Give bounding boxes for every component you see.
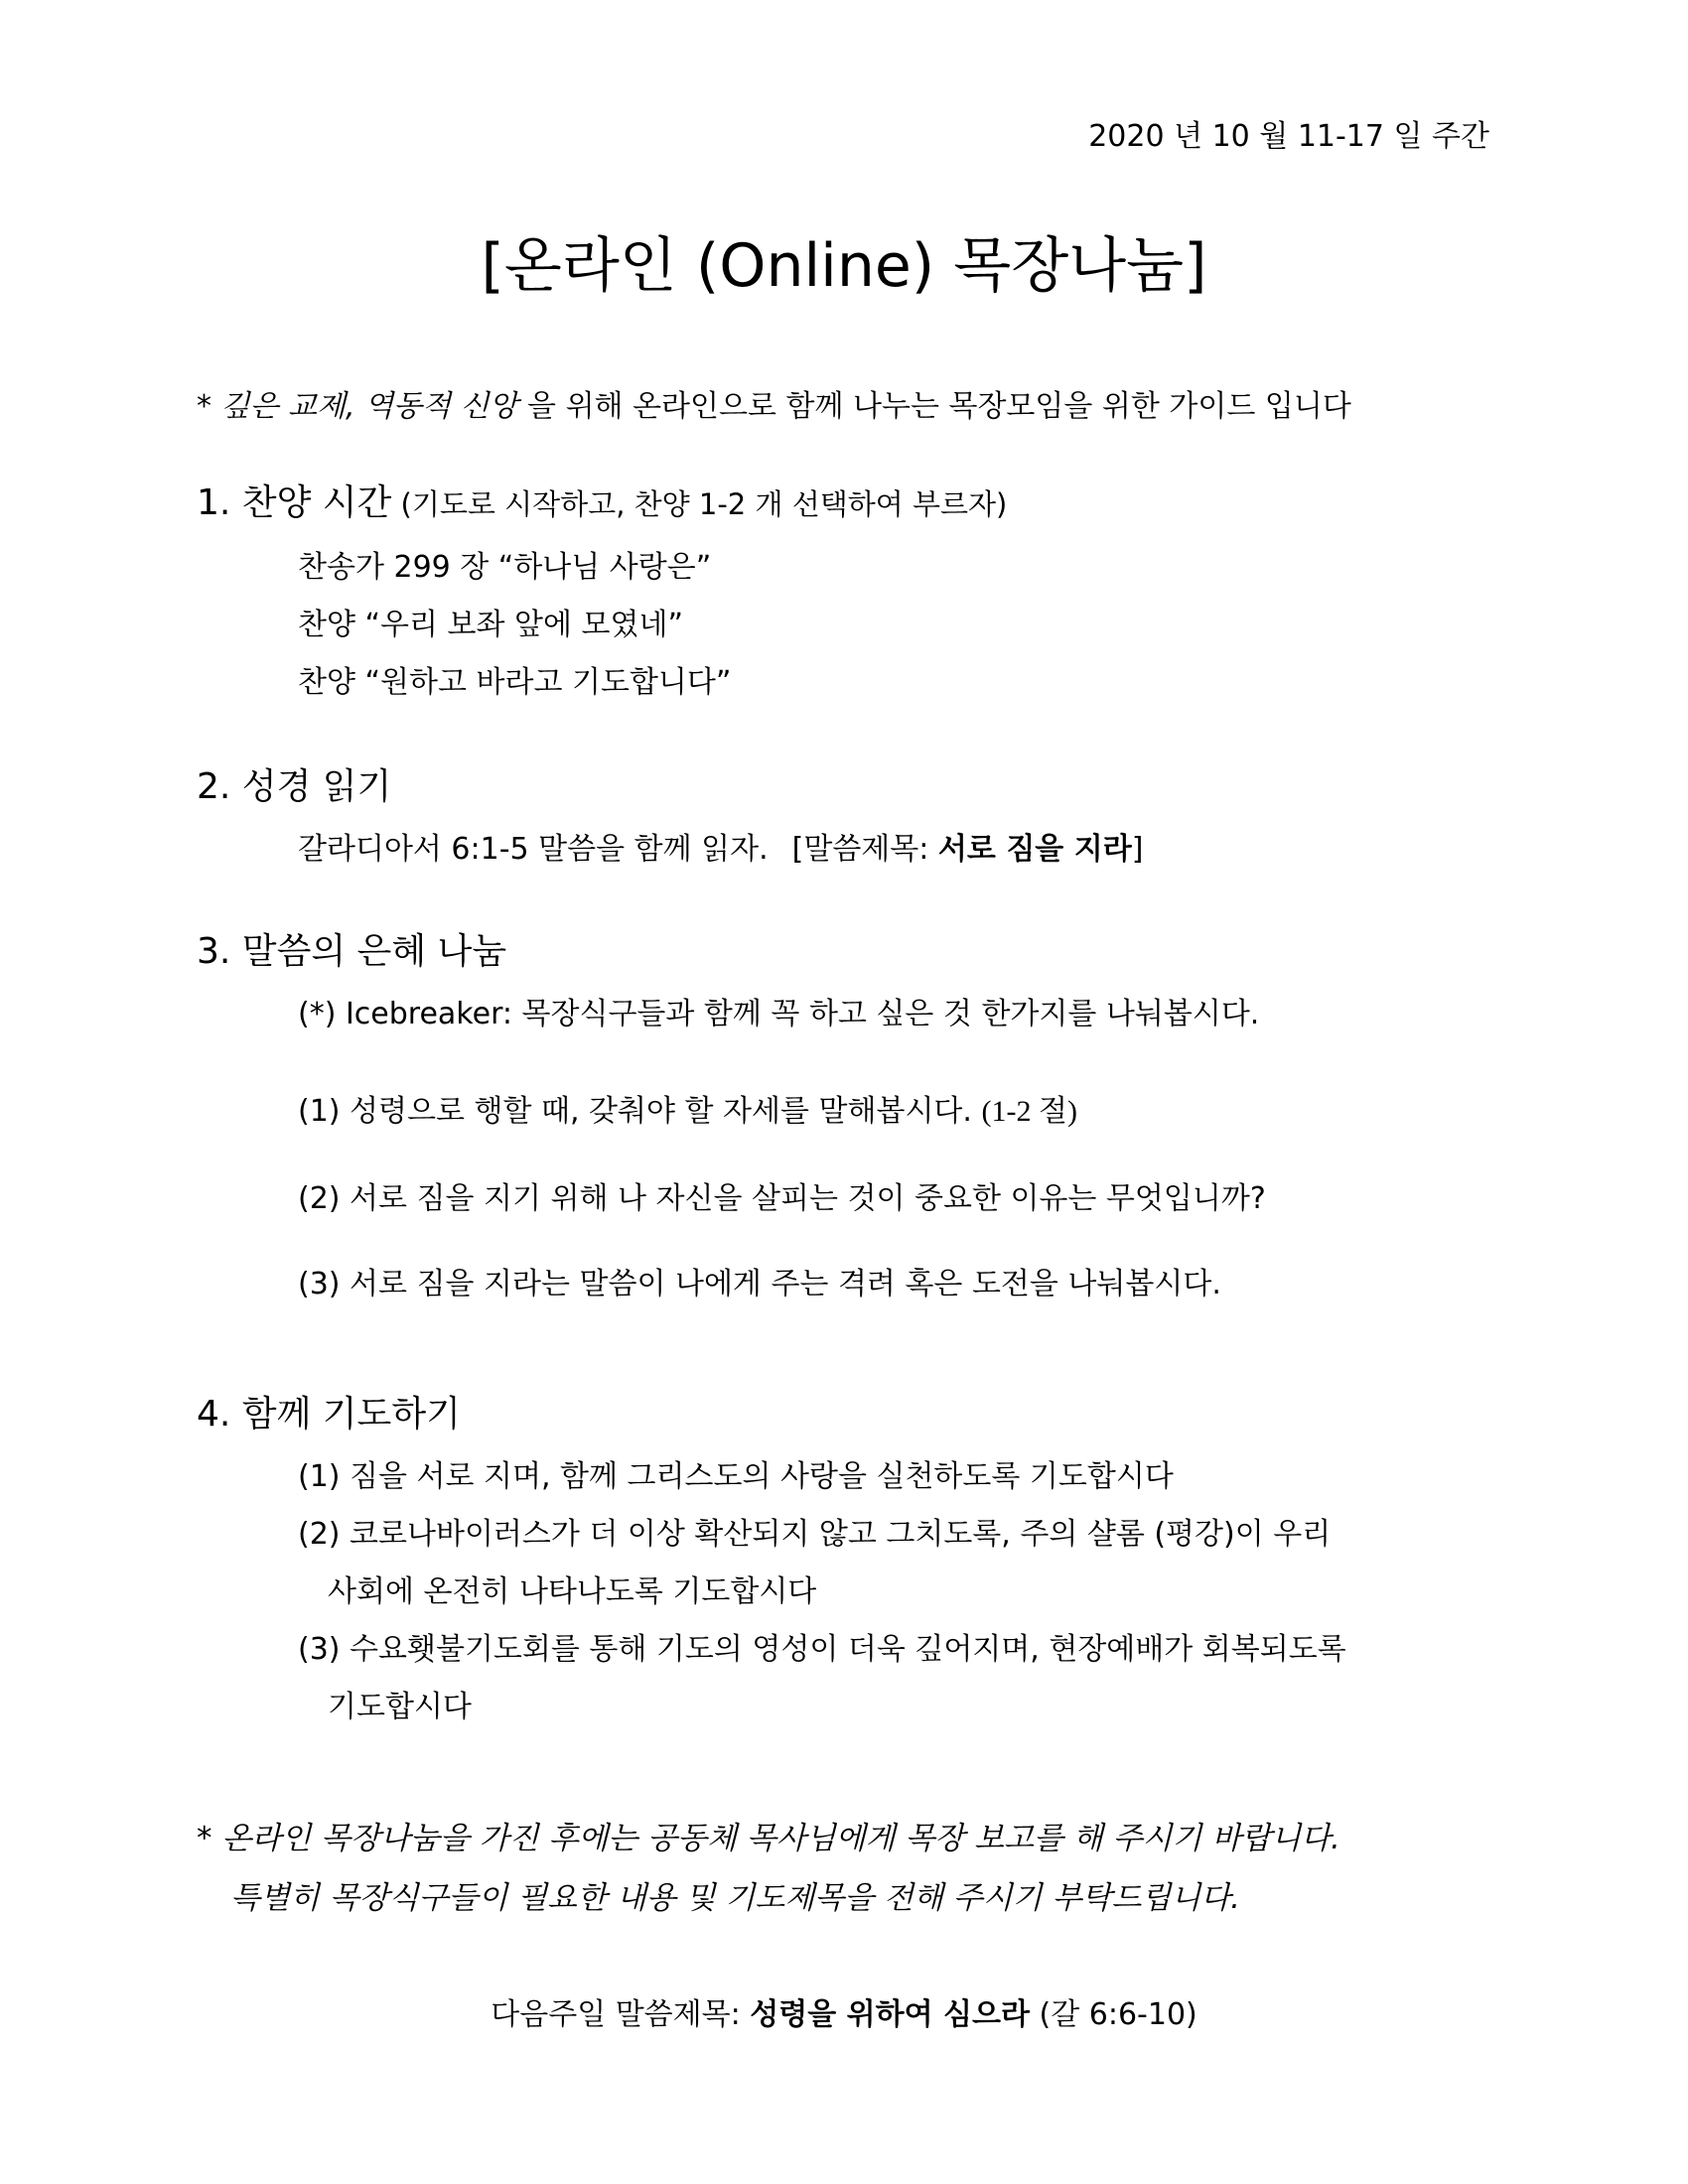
song-item: 찬양 “우리 보좌 앞에 모였네”: [298, 608, 684, 642]
reading-text: 갈라디아서 6:1-5 말씀을 함께 읽자.: [298, 832, 769, 867]
prayer-item-continuation: 기도합시다: [328, 1690, 472, 1724]
intro-text: [197, 381, 1351, 425]
page-title: [온라인 (Online) 목장나눔]: [481, 231, 1207, 301]
section-title: 1. 찬양 시간: [197, 482, 392, 523]
prayer-item: (1) 짐을 서로 지며, 함께 그리스도의 사랑을 실천하도록 기도합시다: [298, 1459, 1174, 1494]
section-heading-worship: [197, 475, 1007, 525]
week-date: 2020 년 10 월 11-17 일 주간: [1088, 119, 1489, 154]
question-reference: (1-2 절): [981, 1095, 1077, 1128]
prayer-item: (2) 코로나바이러스가 더 이상 확산되지 않고 그치도록, 주의 샬롬 (평강)이 우리: [298, 1517, 1332, 1552]
footnote-line: * 온라인 목장나눔을 가진 후에는 공동체 목사님에게 목장 보고를 해 주시기 바랍니다.: [197, 1821, 1340, 1856]
sermon-suffix: ]: [1131, 832, 1144, 867]
section-heading-sharing: 3. 말씀의 은혜 나눔: [197, 931, 507, 972]
next-week-label: 다음주일 말씀제목:: [491, 1997, 751, 2032]
prayer-item-continuation: 사회에 온전히 나타나도록 기도합시다: [328, 1574, 817, 1609]
icebreaker-question: (*) Icebreaker: 목장식구들과 함께 꼭 하고 싶은 것 한가지를 나눠봅시다.: [298, 997, 1260, 1031]
song-item: 찬양 “원하고 바라고 기도합니다”: [298, 665, 732, 700]
intro-star: *: [197, 389, 221, 424]
next-week-title: 성령을 위하여 심으라: [750, 1997, 1030, 2032]
question-item: [298, 1086, 1077, 1130]
question-text: (1) 성령으로 행할 때, 갖춰야 할 자세를 말해봅시다.: [298, 1094, 982, 1129]
intro-emphasis: 깊은 교제, 역동적 신앙: [220, 389, 518, 424]
prayer-item: (3) 수요횃불기도회를 통해 기도의 영성이 더욱 깊어지며, 현장예배가 회복되도록: [298, 1632, 1346, 1667]
question-item: (3) 서로 짐을 지라는 말씀이 나에게 주는 격려 혹은 도전을 나눠봅시다.: [298, 1267, 1221, 1301]
sermon-prefix: [말씀제목:: [791, 832, 938, 867]
next-week-sermon: [0, 1989, 1688, 2033]
footnote-line: 특별히 목장식구들이 필요한 내용 및 기도제목을 전해 주시기 부탁드립니다.: [230, 1880, 1241, 1916]
intro-rest: 을 위해 온라인으로 함께 나누는 목장모임을 위한 가이드 입니다: [517, 389, 1351, 424]
question-item: (2) 서로 짐을 지기 위해 나 자신을 살피는 것이 중요한 이유는 무엇입니까?: [298, 1181, 1266, 1216]
reading-line: [298, 824, 1143, 868]
section-note: (기도로 시작하고, 찬양 1-2 개 선택하여 부르자): [391, 487, 1008, 521]
section-heading-bible-reading: 2. 성경 읽기: [197, 766, 392, 807]
next-week-reference: (갈 6:6-10): [1030, 1997, 1197, 2032]
section-heading-prayer: 4. 함께 기도하기: [197, 1394, 461, 1434]
sermon-title: 서로 짐을 지라: [937, 832, 1132, 867]
song-item: 찬송가 299 장 “하나님 사랑은”: [298, 550, 712, 585]
